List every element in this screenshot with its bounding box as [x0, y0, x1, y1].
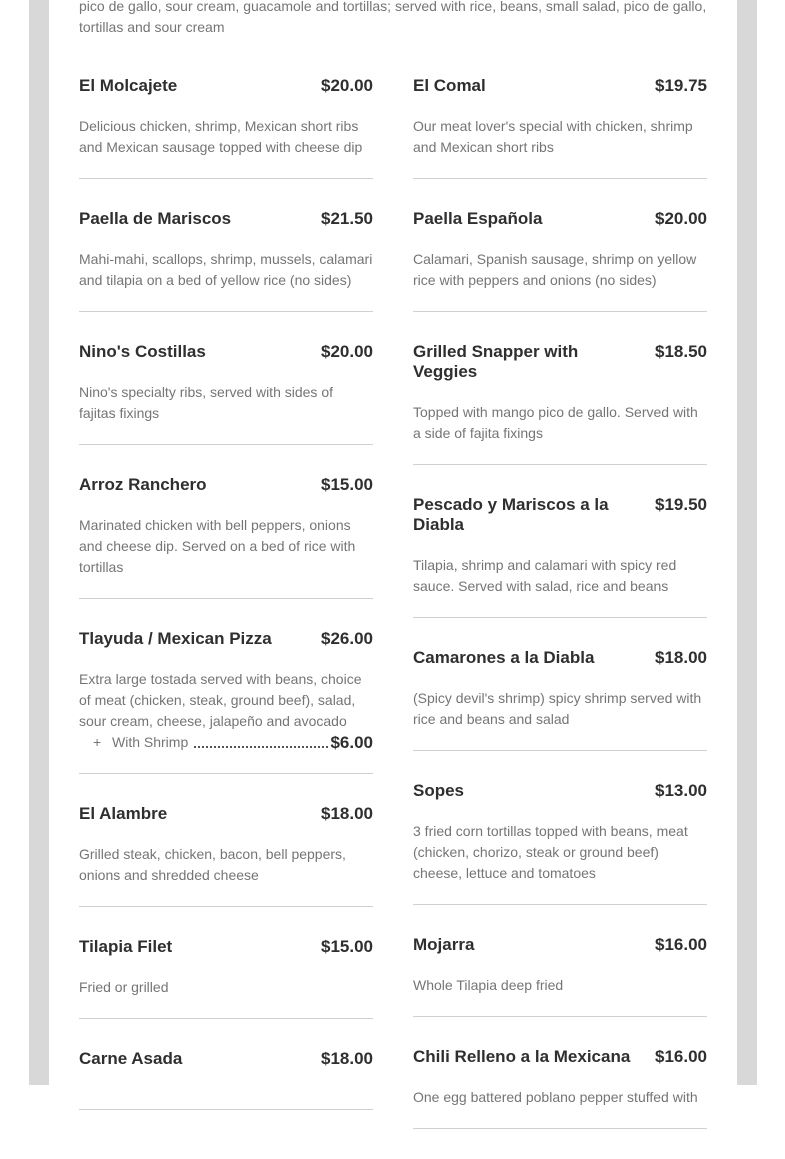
item-description: One egg battered poblano pepper stuffed with: [413, 1089, 698, 1105]
plus-icon: +: [93, 734, 102, 750]
menu-item: [79, 629, 373, 774]
item-price: $15.00: [321, 475, 373, 494]
menu-item: [79, 342, 373, 445]
item-name: Camarones a la Diabla: [413, 648, 595, 667]
item-name: Carne Asada: [79, 1049, 183, 1068]
item-price: $20.00: [321, 342, 373, 361]
item-name: Tlayuda / Mexican Pizza: [79, 629, 272, 648]
item-name: Paella de Mariscos: [79, 209, 232, 228]
item-description: Fried or grilled: [79, 979, 169, 995]
item-name: Paella Española: [413, 209, 543, 228]
menu-item: [79, 1049, 373, 1110]
item-name: El Molcajete: [79, 76, 178, 95]
item-name: Tilapia Filet: [79, 937, 173, 956]
menu-item: [413, 781, 707, 905]
item-price: $21.50: [321, 209, 373, 228]
menu-column-left: [79, 76, 373, 1140]
item-price: $16.00: [655, 1047, 707, 1066]
item-price: $19.75: [655, 76, 707, 95]
item-description: Grilled steak, chicken, bacon, bell peppers, onions and shredded cheese: [79, 846, 346, 883]
item-description: 3 fried corn tortillas topped with beans, meat (chicken, chorizo, steak or ground beef) cheese, lettuce and tomatoes: [413, 823, 688, 881]
item-name: Grilled Snapper with Veggies: [413, 342, 579, 381]
item-description: Tilapia, shrimp and calamari with spicy red sauce. Served with salad, rice and beans: [413, 557, 677, 594]
menu-item: [413, 495, 707, 618]
item-name: Pescado y Mariscos a la Diabla: [413, 495, 609, 534]
item-name: Mojarra: [413, 935, 475, 954]
menu-item: [413, 935, 707, 1017]
addon-price: $6.00: [330, 733, 373, 752]
item-description: (Spicy devil's shrimp) spicy shrimp served with rice and beans and salad: [413, 690, 702, 727]
menu-item: [79, 937, 373, 1019]
item-description: Delicious chicken, shrimp, Mexican short ribs and Mexican sausage topped with cheese dip: [79, 118, 363, 155]
item-price: $20.00: [321, 76, 373, 95]
menu-item: [79, 209, 373, 312]
item-price: $18.50: [655, 342, 707, 361]
item-price: $13.00: [655, 781, 707, 800]
item-description: Extra large tostada served with beans, choice of meat (chicken, steak, ground beef), salad, sour cream, cheese, jalapeño and avocado: [79, 671, 362, 729]
menu-item: [413, 1047, 707, 1129]
item-name: Arroz Ranchero: [79, 475, 207, 494]
item-description: Our meat lover's special with chicken, shrimp and Mexican short ribs: [413, 118, 693, 155]
menu-panel: [49, 0, 737, 1105]
item-price: $18.00: [321, 804, 373, 823]
item-price: $20.00: [655, 209, 707, 228]
addon-leader-dots: [194, 746, 328, 748]
item-name: Sopes: [413, 781, 465, 800]
menu-item: [79, 76, 373, 179]
menu-item: [79, 475, 373, 599]
item-price: $18.00: [655, 648, 707, 667]
menu-item: [413, 76, 707, 179]
item-price: $15.00: [321, 937, 373, 956]
item-name: El Comal: [413, 76, 486, 95]
item-price: $19.50: [655, 495, 707, 514]
menu-item: [79, 804, 373, 907]
menu-item: [413, 342, 707, 465]
item-price: $18.00: [321, 1049, 373, 1068]
menu-item: [413, 648, 707, 751]
addon-label: With Shrimp: [112, 734, 189, 750]
item-description: Mahi-mahi, scallops, shrimp, mussels, calamari and tilapia on a bed of yellow rice (no sides): [79, 251, 373, 288]
item-description: Topped with mango pico de gallo. Served with a side of fajita fixings: [413, 404, 698, 441]
item-price: $16.00: [655, 935, 707, 954]
item-name: Chili Relleno a la Mexicana: [413, 1047, 631, 1066]
menu-item: [413, 209, 707, 312]
item-addon: [79, 732, 373, 753]
item-name: El Alambre: [79, 804, 168, 823]
menu-column-right: [413, 76, 707, 1159]
item-price: $26.00: [321, 629, 373, 648]
item-description: Calamari, Spanish sausage, shrimp on yellow rice with peppers and onions (no sides): [413, 251, 697, 288]
item-description: Nino's specialty ribs, served with sides of fajitas fixings: [79, 384, 333, 421]
item-description: Whole Tilapia deep fried: [413, 977, 564, 993]
item-name: Nino's Costillas: [79, 342, 206, 361]
item-description: Marinated chicken with bell peppers, onions and cheese dip. Served on a bed of rice with tortillas: [79, 517, 356, 575]
menu-intro-text: pico de gallo, sour cream, guacamole and tortillas; served with rice, beans, small salad, pico de gallo, tortillas and sour cream: [79, 0, 707, 35]
